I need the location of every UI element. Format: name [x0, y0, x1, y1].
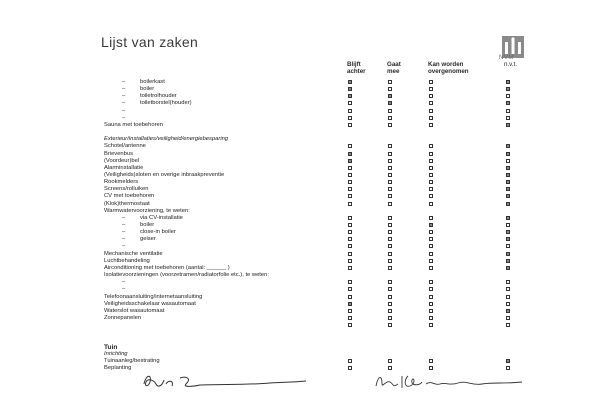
table-row — [0, 100, 600, 107]
table-row — [0, 301, 600, 308]
checkbox-nvt[interactable] — [506, 223, 510, 227]
checkbox-gaat-mee[interactable] — [388, 87, 392, 91]
table-row — [0, 108, 600, 115]
row-label: Rookmelders — [104, 179, 139, 186]
row-label: Zonnepanelen — [104, 314, 142, 321]
row-label: CV met toebehoren — [104, 193, 155, 200]
checkbox-nvt[interactable] — [506, 323, 510, 327]
table-row — [0, 79, 600, 86]
checkbox-blijft-achter[interactable] — [348, 187, 352, 191]
table-row — [0, 229, 600, 236]
row-label: Tuinaanleg/bestrating — [104, 357, 160, 364]
table-row — [0, 86, 600, 93]
checkbox-overgenomen[interactable] — [429, 295, 433, 299]
checkbox-overgenomen[interactable] — [429, 266, 433, 270]
table-row — [0, 351, 600, 358]
checkbox-nvt[interactable] — [506, 280, 510, 284]
checkbox-gaat-mee[interactable] — [388, 266, 392, 270]
row-dash: – — [122, 222, 126, 228]
table-row — [0, 251, 600, 258]
checkbox-nvt[interactable] — [506, 309, 510, 313]
row-label: Isolatievoorzieningen (voorzetramen/radiatorfolie etc.), te weten: — [104, 272, 269, 279]
checkbox-blijft-achter[interactable] — [348, 223, 352, 227]
checkbox-gaat-mee[interactable] — [388, 152, 392, 156]
checkbox-gaat-mee[interactable] — [388, 159, 392, 163]
checkbox-nvt[interactable] — [506, 202, 510, 206]
checkbox-nvt[interactable] — [506, 109, 510, 113]
table-row — [0, 236, 600, 243]
table-row — [0, 136, 600, 143]
signature-left — [140, 370, 310, 392]
checkbox-gaat-mee[interactable] — [388, 252, 392, 256]
checkbox-overgenomen[interactable] — [429, 323, 433, 327]
checkbox-gaat-mee[interactable] — [388, 216, 392, 220]
column-header-line: Gaat — [387, 61, 401, 68]
checkbox-blijft-achter[interactable] — [348, 159, 352, 163]
checkbox-blijft-achter[interactable] — [348, 194, 352, 198]
logo-text: NVM — [499, 55, 514, 61]
row-label: boilerkast — [140, 79, 165, 85]
table-row — [0, 222, 600, 229]
checkbox-overgenomen[interactable] — [429, 287, 433, 291]
table-row — [0, 258, 600, 265]
checkbox-gaat-mee[interactable] — [388, 323, 392, 327]
checkbox-nvt[interactable] — [506, 302, 510, 306]
checkbox-nvt[interactable] — [506, 287, 510, 291]
row-label: boiler — [140, 222, 155, 228]
table-row — [0, 122, 600, 129]
column-header-line: n.v.t. — [504, 61, 517, 68]
checkbox-blijft-achter[interactable] — [348, 80, 352, 84]
row-label: close-in boiler — [140, 229, 176, 236]
checkbox-blijft-achter[interactable] — [348, 287, 352, 291]
checkbox-overgenomen[interactable] — [429, 87, 433, 91]
checkbox-gaat-mee[interactable] — [388, 295, 392, 299]
table-row — [0, 286, 600, 293]
checkbox-overgenomen[interactable] — [429, 359, 433, 363]
row-label: toiletborstel(houder) — [140, 100, 192, 107]
row-label: Alarminstallatie — [104, 164, 144, 171]
table-row — [0, 186, 600, 193]
checkbox-blijft-achter[interactable] — [348, 323, 352, 327]
table-row — [0, 344, 600, 351]
table-row — [0, 315, 600, 322]
checkbox-overgenomen[interactable] — [429, 180, 433, 184]
checkbox-overgenomen[interactable] — [429, 144, 433, 148]
checkbox-blijft-achter[interactable] — [348, 173, 352, 177]
checkbox-overgenomen[interactable] — [429, 309, 433, 313]
checkbox-overgenomen[interactable] — [429, 173, 433, 177]
table-row — [0, 158, 600, 165]
row-dash: – — [122, 229, 126, 236]
checkbox-overgenomen[interactable] — [429, 316, 433, 320]
row-label: via CV-installatie — [140, 214, 183, 221]
checkbox-gaat-mee[interactable] — [388, 359, 392, 363]
checkbox-gaat-mee[interactable] — [388, 316, 392, 320]
checkbox-blijft-achter[interactable] — [348, 152, 352, 156]
checkbox-overgenomen[interactable] — [429, 302, 433, 306]
checkbox-overgenomen[interactable] — [429, 166, 433, 170]
checkbox-nvt[interactable] — [506, 359, 510, 363]
row-dash: – — [122, 286, 126, 293]
row-dash: – — [122, 243, 126, 250]
column-header-line: overgenomen — [428, 68, 469, 75]
checkbox-nvt[interactable] — [506, 187, 510, 191]
checkbox-nvt[interactable] — [506, 237, 510, 241]
row-dash: – — [122, 107, 126, 114]
checkbox-blijft-achter[interactable] — [348, 144, 352, 148]
checkbox-blijft-achter[interactable] — [348, 259, 352, 263]
table-row — [0, 93, 600, 100]
page-title: Lijst van zaken — [101, 34, 199, 50]
row-dash: – — [122, 100, 126, 107]
checkbox-gaat-mee[interactable] — [388, 180, 392, 184]
row-label: Warmwatervoorziening, te weten: — [104, 207, 190, 214]
checkbox-blijft-achter[interactable] — [348, 101, 352, 105]
table-row — [0, 358, 600, 365]
checkbox-blijft-achter[interactable] — [348, 252, 352, 256]
checkbox-overgenomen[interactable] — [429, 280, 433, 284]
table-row — [0, 215, 600, 222]
checkbox-overgenomen[interactable] — [429, 101, 433, 105]
checkbox-blijft-achter[interactable] — [348, 230, 352, 234]
checkbox-nvt[interactable] — [506, 173, 510, 177]
table-row — [0, 272, 600, 279]
checkbox-blijft-achter[interactable] — [348, 309, 352, 313]
row-dash: – — [122, 214, 126, 221]
table-row — [0, 336, 600, 343]
row-dash: – — [122, 114, 126, 121]
checkbox-overgenomen[interactable] — [429, 152, 433, 156]
table-row — [0, 279, 600, 286]
checkbox-overgenomen[interactable] — [429, 252, 433, 256]
checkbox-blijft-achter[interactable] — [348, 123, 352, 127]
column-header-line: Kan worden — [428, 61, 464, 68]
table-row — [0, 243, 600, 250]
table-row — [0, 172, 600, 179]
table-row — [0, 201, 600, 208]
row-label: Mechanische ventilatie — [104, 250, 163, 257]
table-row — [0, 193, 600, 200]
checkbox-nvt[interactable] — [506, 152, 510, 156]
signature-right — [372, 370, 532, 392]
checkbox-nvt[interactable] — [506, 252, 510, 256]
checkbox-overgenomen[interactable] — [429, 216, 433, 220]
checkbox-gaat-mee[interactable] — [388, 94, 392, 98]
checkbox-gaat-mee[interactable] — [388, 116, 392, 120]
row-label: Sauna met toebehoren — [104, 121, 163, 128]
table-row — [0, 322, 600, 329]
checkbox-gaat-mee[interactable] — [388, 173, 392, 177]
checkbox-nvt[interactable] — [506, 180, 510, 184]
checkbox-blijft-achter[interactable] — [348, 266, 352, 270]
row-label: (Klok)thermostaat — [104, 200, 150, 207]
checkbox-overgenomen[interactable] — [429, 244, 433, 248]
checkbox-nvt[interactable] — [506, 94, 510, 98]
row-dash: – — [122, 79, 126, 85]
row-label: Tuin — [104, 343, 118, 351]
checkbox-gaat-mee[interactable] — [388, 202, 392, 206]
row-label: Luchtbehandeling — [104, 257, 150, 264]
row-label: Exterieur/installaties/veiligheid/energiebesparing — [104, 136, 229, 143]
checkbox-gaat-mee[interactable] — [388, 244, 392, 248]
row-dash: – — [122, 93, 126, 100]
checkbox-overgenomen[interactable] — [429, 237, 433, 241]
table-row — [0, 143, 600, 150]
column-header-line: Blijft — [347, 61, 361, 68]
checkbox-blijft-achter[interactable] — [348, 180, 352, 184]
checkbox-blijft-achter[interactable] — [348, 295, 352, 299]
row-label: Inrichting — [104, 350, 128, 357]
column-header-line: achter — [347, 68, 366, 75]
row-label: (Veiligheids)sloten en overige inbraakpreventie — [104, 171, 225, 178]
column-header-line: mee — [387, 68, 400, 75]
checkbox-gaat-mee[interactable] — [388, 223, 392, 227]
checkbox-blijft-achter[interactable] — [348, 116, 352, 120]
checkbox-overgenomen[interactable] — [429, 116, 433, 120]
checkbox-nvt[interactable] — [506, 316, 510, 320]
checkbox-blijft-achter[interactable] — [348, 109, 352, 113]
checkbox-blijft-achter[interactable] — [348, 166, 352, 170]
checkbox-blijft-achter[interactable] — [348, 280, 352, 284]
table-row — [0, 179, 600, 186]
checkbox-gaat-mee[interactable] — [388, 123, 392, 127]
row-label: Brievenbus — [104, 150, 134, 157]
row-label: geiser — [140, 236, 156, 243]
checkbox-overgenomen[interactable] — [429, 202, 433, 206]
table-row — [0, 165, 600, 172]
table-row — [0, 294, 600, 301]
table-row — [0, 208, 600, 215]
checkbox-overgenomen[interactable] — [429, 109, 433, 113]
checkbox-overgenomen[interactable] — [429, 259, 433, 263]
table-row — [0, 308, 600, 315]
checkbox-nvt[interactable] — [506, 123, 510, 127]
checkbox-gaat-mee[interactable] — [388, 309, 392, 313]
checkbox-blijft-achter[interactable] — [348, 302, 352, 306]
checkbox-nvt[interactable] — [506, 244, 510, 248]
checkbox-overgenomen[interactable] — [429, 230, 433, 234]
checkbox-nvt[interactable] — [506, 116, 510, 120]
checkbox-nvt[interactable] — [506, 295, 510, 299]
checkbox-blijft-achter[interactable] — [348, 244, 352, 248]
checkbox-overgenomen[interactable] — [429, 94, 433, 98]
checkbox-nvt[interactable] — [506, 230, 510, 234]
checkbox-blijft-achter[interactable] — [348, 237, 352, 241]
row-label: toiletrolhouder — [140, 93, 177, 100]
checkbox-overgenomen[interactable] — [429, 194, 433, 198]
checkbox-nvt[interactable] — [506, 101, 510, 105]
checkbox-blijft-achter[interactable] — [348, 359, 352, 363]
checkbox-blijft-achter[interactable] — [348, 316, 352, 320]
checkbox-blijft-achter[interactable] — [348, 202, 352, 206]
checkbox-blijft-achter[interactable] — [348, 366, 352, 370]
checkbox-blijft-achter[interactable] — [348, 216, 352, 220]
checkbox-nvt[interactable] — [506, 144, 510, 148]
checkbox-overgenomen[interactable] — [429, 223, 433, 227]
checkbox-gaat-mee[interactable] — [388, 302, 392, 306]
row-label: (Voordeur)bel — [104, 157, 140, 164]
checkbox-overgenomen[interactable] — [429, 159, 433, 163]
checkbox-nvt[interactable] — [506, 266, 510, 270]
row-label: boiler — [140, 86, 155, 93]
checkbox-nvt[interactable] — [506, 159, 510, 163]
table-row — [0, 265, 600, 272]
table-row — [0, 115, 600, 122]
row-dash: – — [122, 279, 126, 286]
checkbox-gaat-mee[interactable] — [388, 237, 392, 241]
checkbox-nvt[interactable] — [506, 259, 510, 263]
checkbox-gaat-mee[interactable] — [388, 287, 392, 291]
checkbox-gaat-mee[interactable] — [388, 194, 392, 198]
row-label: Screens/rolluiken — [104, 186, 149, 193]
checkbox-blijft-achter[interactable] — [348, 94, 352, 98]
checkbox-nvt[interactable] — [506, 87, 510, 91]
row-label: Veiligheidsschakelaar wasautomaat — [104, 300, 196, 307]
checkbox-overgenomen[interactable] — [429, 187, 433, 191]
checkbox-overgenomen[interactable] — [429, 80, 433, 84]
row-label: Waterslot wasautomaat — [104, 307, 165, 314]
checkbox-gaat-mee[interactable] — [388, 144, 392, 148]
checkbox-overgenomen[interactable] — [429, 123, 433, 127]
row-label: Airconditioning met toebehoren (aantal: ______ ) — [104, 264, 230, 271]
row-label: Schotel/antenne — [104, 143, 146, 150]
checkbox-blijft-achter[interactable] — [348, 87, 352, 91]
checkbox-gaat-mee[interactable] — [388, 187, 392, 191]
table-row — [0, 151, 600, 158]
checkbox-nvt[interactable] — [506, 80, 510, 84]
checkbox-gaat-mee[interactable] — [388, 80, 392, 84]
row-label: Beplanting — [104, 365, 132, 371]
checkbox-nvt[interactable] — [506, 216, 510, 220]
checkbox-gaat-mee[interactable] — [388, 230, 392, 234]
checkbox-gaat-mee[interactable] — [388, 101, 392, 105]
checkbox-gaat-mee[interactable] — [388, 109, 392, 113]
checkbox-nvt[interactable] — [506, 194, 510, 198]
checkbox-nvt[interactable] — [506, 166, 510, 170]
checkbox-gaat-mee[interactable] — [388, 280, 392, 284]
checkbox-gaat-mee[interactable] — [388, 259, 392, 263]
row-dash: – — [122, 86, 126, 93]
row-label: Telefoonaansluiting/internetaansluiting — [104, 293, 203, 300]
table-row — [0, 329, 600, 336]
table-row — [0, 129, 600, 136]
row-dash: – — [122, 236, 126, 243]
checkbox-gaat-mee[interactable] — [388, 166, 392, 170]
